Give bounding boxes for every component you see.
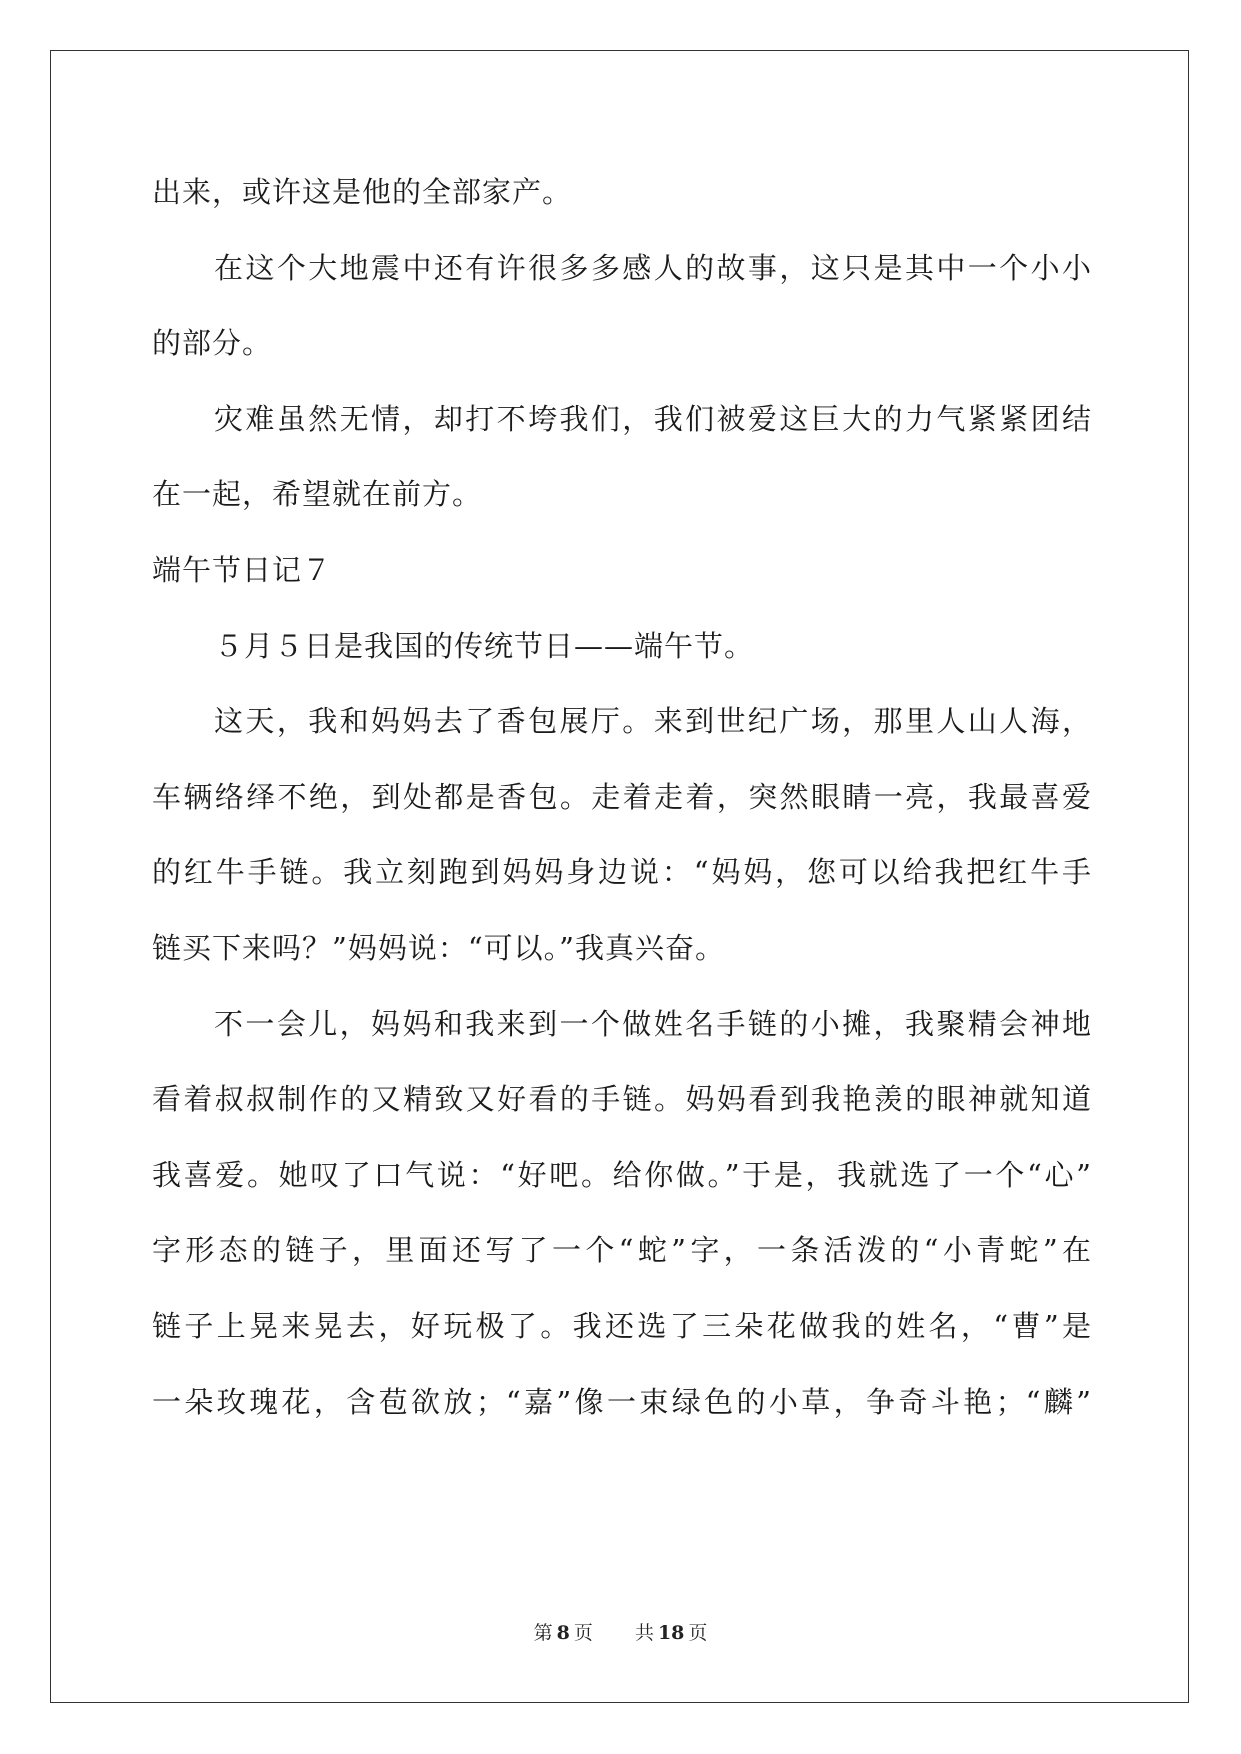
page-number: 8 [556, 1622, 570, 1644]
paragraph-line: 在这个大地震中还有许很多多感人的故事，这只是其中一个小小 [214, 250, 1092, 285]
paragraph-line: 不一会儿，妈妈和我来到一个做姓名手链的小摊，我聚精会神地 [214, 1006, 1092, 1041]
paragraph-line: 这天，我和妈妈去了香包展厅。来到世纪广场，那里人山人海， [214, 704, 1092, 739]
paragraph-line: 出来，或许这是他的全部家产。 [152, 175, 573, 209]
paragraph-line: 链子上晃来晃去，好玩极了。我还选了三朵花做我的姓名，“曹”是 [152, 1308, 1092, 1343]
paragraph-line: 链买下来吗？”妈妈说：“可以。”我真兴奋。 [152, 930, 725, 965]
paragraph-line: 我喜爱。她叹了口气说：“好吧。给你做。”于是，我就选了一个“心” [152, 1157, 1092, 1192]
paragraph-line: 灾难虽然无情，却打不垮我们，我们被爱这巨大的力气紧紧团结 [214, 401, 1092, 436]
page-footer [0, 1618, 1241, 1645]
section-heading: 端午节日记７ [152, 552, 333, 587]
paragraph-line: 的部分。 [152, 326, 273, 361]
total-suffix: 页 [688, 1622, 708, 1644]
paragraph-line: 看着叔叔制作的又精致又好看的手链。妈妈看到我艳羡的眼神就知道 [152, 1082, 1092, 1117]
paragraph-line: 的红牛手链。我立刻跑到妈妈身边说：“妈妈，您可以给我把红牛手 [152, 855, 1092, 890]
paragraph-line: 字形态的链子，里面还写了一个“蛇”字，一条活泼的“小青蛇”在 [152, 1233, 1092, 1268]
paragraph-line: 一朵玫瑰花，含苞欲放；“嘉”像一束绿色的小草，争奇斗艳；“麟” [152, 1384, 1092, 1419]
document-body [152, 155, 1092, 1440]
paragraph-line: ５月５日是我国的传统节日——端午节。 [214, 628, 755, 663]
total-pages: 18 [657, 1622, 685, 1644]
paragraph-line: 在一起，希望就在前方。 [152, 477, 483, 512]
paragraph-line: 车辆络绎不绝，到处都是香包。走着走着，突然眼睛一亮，我最喜爱 [152, 779, 1092, 814]
page-suffix: 页 [573, 1622, 593, 1644]
page-prefix: 第 [533, 1622, 553, 1644]
total-prefix: 共 [634, 1622, 654, 1644]
